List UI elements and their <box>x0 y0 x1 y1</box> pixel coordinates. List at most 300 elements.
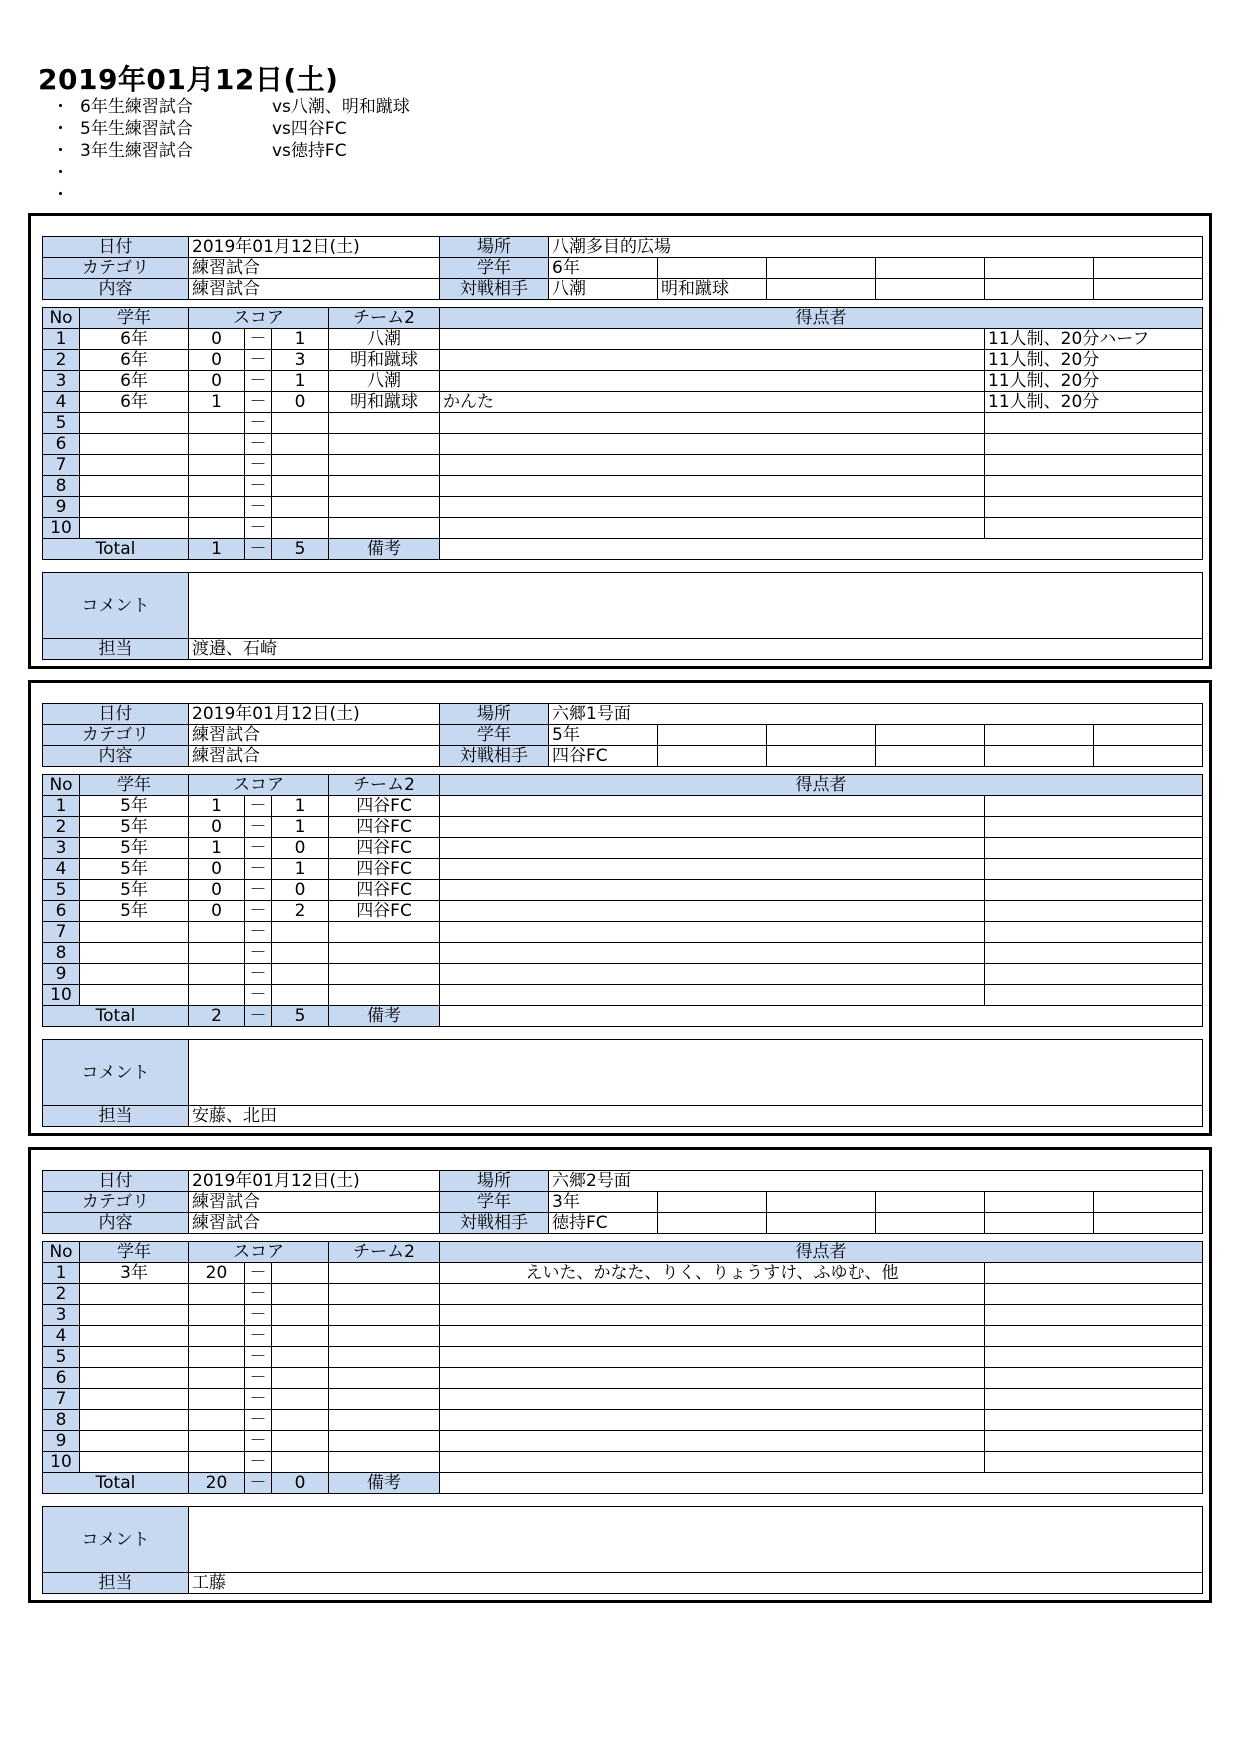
row-score-dash: － <box>245 413 272 434</box>
remarks-value <box>440 1473 1203 1494</box>
bullet: ・ <box>52 163 69 183</box>
comment-label: コメント <box>43 1507 189 1573</box>
row-team2 <box>329 1326 440 1347</box>
row-scorer <box>440 838 985 859</box>
row-no: 6 <box>43 1368 80 1389</box>
empty-cell <box>985 1192 1094 1213</box>
page-title: 2019年01月12日(土) <box>38 63 339 96</box>
comment-value <box>189 573 1203 639</box>
row-scorer: かんた <box>440 392 985 413</box>
row-no: 1 <box>43 1263 80 1284</box>
row-team2: 四谷FC <box>329 859 440 880</box>
total-own: 20 <box>189 1473 245 1494</box>
table-row <box>43 1305 1203 1326</box>
row-scorer <box>440 518 985 539</box>
row-note <box>985 1368 1203 1389</box>
row-scorer <box>440 943 985 964</box>
staff-value: 工藤 <box>189 1573 1203 1594</box>
table-row <box>43 1452 1203 1473</box>
row-grade <box>80 1410 189 1431</box>
row-score-own <box>189 1284 245 1305</box>
row-team2 <box>329 1305 440 1326</box>
empty-cell <box>1094 725 1203 746</box>
row-score-own <box>189 413 245 434</box>
row-team2 <box>329 1263 440 1284</box>
row-score-opp: 0 <box>272 392 329 413</box>
staff-label: 担当 <box>43 639 189 660</box>
row-grade <box>80 476 189 497</box>
row-team2 <box>329 1284 440 1305</box>
row-score-own: 0 <box>189 817 245 838</box>
row-score-own: 20 <box>189 1263 245 1284</box>
row-no: 7 <box>43 1389 80 1410</box>
score-header: スコア <box>189 775 329 796</box>
no-header: No <box>43 1242 80 1263</box>
empty-cell <box>985 279 1094 300</box>
table-row <box>43 434 1203 455</box>
row-score-opp <box>272 1347 329 1368</box>
table-row <box>43 1347 1203 1368</box>
row-scorer <box>440 455 985 476</box>
row-score-opp <box>272 1368 329 1389</box>
row-score-opp <box>272 1326 329 1347</box>
row-team2 <box>329 1389 440 1410</box>
place-label: 場所 <box>440 704 549 725</box>
row-grade <box>80 1284 189 1305</box>
row-score-opp: 0 <box>272 838 329 859</box>
row-scorer <box>440 413 985 434</box>
score-header: スコア <box>189 308 329 329</box>
table-row <box>43 413 1203 434</box>
grade-label: 学年 <box>440 725 549 746</box>
grade-label: 学年 <box>440 1192 549 1213</box>
row-no: 2 <box>43 817 80 838</box>
row-note <box>985 1410 1203 1431</box>
match-record <box>28 213 1212 669</box>
row-grade <box>80 413 189 434</box>
row-note <box>985 943 1203 964</box>
place-value: 八潮多目的広場 <box>549 237 1203 258</box>
row-score-own <box>189 476 245 497</box>
row-note <box>985 518 1203 539</box>
bullet: ・ <box>52 97 69 117</box>
row-score-opp <box>272 1410 329 1431</box>
row-note <box>985 1326 1203 1347</box>
table-row <box>43 497 1203 518</box>
row-no: 6 <box>43 901 80 922</box>
staff-label: 担当 <box>43 1106 189 1127</box>
match-info-table <box>42 1170 1203 1234</box>
row-no: 3 <box>43 371 80 392</box>
table-row <box>43 838 1203 859</box>
table-row <box>43 964 1203 985</box>
row-scorer <box>440 434 985 455</box>
row-note <box>985 859 1203 880</box>
total-label: Total <box>43 1473 189 1494</box>
row-grade <box>80 922 189 943</box>
row-score-opp <box>272 413 329 434</box>
comment-value <box>189 1040 1203 1106</box>
row-note <box>985 1347 1203 1368</box>
row-no: 10 <box>43 518 80 539</box>
row-no: 10 <box>43 1452 80 1473</box>
row-score-dash: － <box>245 497 272 518</box>
row-score-own: 1 <box>189 838 245 859</box>
row-score-dash: － <box>245 922 272 943</box>
row-score-dash: － <box>245 943 272 964</box>
table-row <box>43 859 1203 880</box>
row-scorer <box>440 329 985 350</box>
row-score-own: 0 <box>189 350 245 371</box>
no-header: No <box>43 308 80 329</box>
remarks-value <box>440 1006 1203 1027</box>
row-score-dash: － <box>245 1389 272 1410</box>
no-header: No <box>43 775 80 796</box>
row-team2: 四谷FC <box>329 796 440 817</box>
row-grade: 6年 <box>80 350 189 371</box>
table-row <box>43 922 1203 943</box>
row-note: 11人制、20分ハーフ <box>985 329 1203 350</box>
row-score-opp: 3 <box>272 350 329 371</box>
summary-name: 5年生練習試合 <box>80 119 193 139</box>
row-score-dash: － <box>245 1347 272 1368</box>
table-row <box>43 518 1203 539</box>
empty-cell <box>876 746 985 767</box>
row-score-opp <box>272 1305 329 1326</box>
total-opp: 5 <box>272 539 329 560</box>
row-score-dash: － <box>245 880 272 901</box>
row-score-opp <box>272 1452 329 1473</box>
row-score-opp: 1 <box>272 817 329 838</box>
total-dash: － <box>245 1006 272 1027</box>
row-note <box>985 497 1203 518</box>
row-score-opp: 1 <box>272 859 329 880</box>
score-table <box>42 774 1203 1027</box>
row-team2 <box>329 1347 440 1368</box>
row-score-dash: － <box>245 796 272 817</box>
summary-opponent: vs八潮、明和蹴球 <box>272 97 410 117</box>
score-table <box>42 1241 1203 1494</box>
row-team2 <box>329 964 440 985</box>
row-note <box>985 1305 1203 1326</box>
row-score-own <box>189 985 245 1006</box>
row-no: 7 <box>43 922 80 943</box>
row-no: 3 <box>43 838 80 859</box>
row-score-opp: 1 <box>272 329 329 350</box>
row-score-own <box>189 1347 245 1368</box>
row-score-own <box>189 1368 245 1389</box>
row-note: 11人制、20分 <box>985 392 1203 413</box>
row-grade <box>80 455 189 476</box>
table-row <box>43 392 1203 413</box>
place-value: 六郷1号面 <box>549 704 1203 725</box>
table-row <box>43 455 1203 476</box>
row-note <box>985 796 1203 817</box>
scorer-header: 得点者 <box>440 1242 1203 1263</box>
team2-header: チーム2 <box>329 1242 440 1263</box>
row-note <box>985 1284 1203 1305</box>
row-score-opp: 1 <box>272 371 329 392</box>
row-score-opp <box>272 1389 329 1410</box>
row-score-dash: － <box>245 392 272 413</box>
empty-cell <box>658 1192 767 1213</box>
row-scorer <box>440 985 985 1006</box>
remarks-value <box>440 539 1203 560</box>
row-team2 <box>329 1452 440 1473</box>
row-no: 3 <box>43 1305 80 1326</box>
row-no: 8 <box>43 1410 80 1431</box>
match-info-table <box>42 236 1203 300</box>
row-score-opp <box>272 922 329 943</box>
remarks-label: 備考 <box>329 1473 440 1494</box>
row-score-dash: － <box>245 455 272 476</box>
table-row <box>43 1263 1203 1284</box>
row-team2: 四谷FC <box>329 838 440 859</box>
row-grade <box>80 1431 189 1452</box>
row-score-opp <box>272 518 329 539</box>
row-team2 <box>329 497 440 518</box>
category-value: 練習試合 <box>189 725 440 746</box>
row-scorer <box>440 1305 985 1326</box>
match-info-table <box>42 703 1203 767</box>
row-no: 9 <box>43 1431 80 1452</box>
row-scorer <box>440 1284 985 1305</box>
row-score-own <box>189 1326 245 1347</box>
row-scorer <box>440 371 985 392</box>
row-no: 1 <box>43 796 80 817</box>
row-score-own <box>189 518 245 539</box>
row-score-dash: － <box>245 476 272 497</box>
row-scorer <box>440 880 985 901</box>
score-header: スコア <box>189 1242 329 1263</box>
row-no: 4 <box>43 859 80 880</box>
table-row <box>43 1326 1203 1347</box>
empty-cell <box>876 725 985 746</box>
empty-cell <box>985 258 1094 279</box>
row-score-dash: － <box>245 329 272 350</box>
category-label: カテゴリ <box>43 725 189 746</box>
row-score-own <box>189 964 245 985</box>
comment-value <box>189 1507 1203 1573</box>
grade-label: 学年 <box>440 258 549 279</box>
table-row <box>43 371 1203 392</box>
bullet: ・ <box>52 119 69 139</box>
row-note <box>985 817 1203 838</box>
row-score-own: 0 <box>189 880 245 901</box>
table-row <box>43 943 1203 964</box>
row-team2 <box>329 476 440 497</box>
grade-value: 3年 <box>549 1192 658 1213</box>
empty-cell <box>876 1213 985 1234</box>
row-team2 <box>329 518 440 539</box>
row-score-own: 0 <box>189 859 245 880</box>
grade-header: 学年 <box>80 308 189 329</box>
opponent-label: 対戦相手 <box>440 746 549 767</box>
empty-cell <box>767 725 876 746</box>
total-label: Total <box>43 1006 189 1027</box>
opponent-2 <box>658 746 767 767</box>
total-label: Total <box>43 539 189 560</box>
row-grade: 6年 <box>80 371 189 392</box>
row-score-own <box>189 455 245 476</box>
row-note <box>985 880 1203 901</box>
row-scorer <box>440 350 985 371</box>
row-note <box>985 922 1203 943</box>
row-score-opp: 2 <box>272 901 329 922</box>
row-score-dash: － <box>245 1284 272 1305</box>
row-note: 11人制、20分 <box>985 350 1203 371</box>
place-value: 六郷2号面 <box>549 1171 1203 1192</box>
row-grade: 5年 <box>80 817 189 838</box>
row-team2: 八潮 <box>329 371 440 392</box>
row-score-dash: － <box>245 1410 272 1431</box>
row-score-opp: 1 <box>272 796 329 817</box>
row-scorer <box>440 1347 985 1368</box>
row-score-opp <box>272 476 329 497</box>
grade-value: 5年 <box>549 725 658 746</box>
table-row <box>43 1431 1203 1452</box>
row-score-opp <box>272 943 329 964</box>
row-score-own <box>189 1431 245 1452</box>
date-label: 日付 <box>43 237 189 258</box>
date-value: 2019年01月12日(土) <box>189 1171 440 1192</box>
date-label: 日付 <box>43 704 189 725</box>
empty-cell <box>1094 1192 1203 1213</box>
comment-table <box>42 1039 1203 1127</box>
row-team2 <box>329 1368 440 1389</box>
total-own: 1 <box>189 539 245 560</box>
table-row <box>43 329 1203 350</box>
row-score-dash: － <box>245 1368 272 1389</box>
row-score-own <box>189 1305 245 1326</box>
row-score-own: 0 <box>189 329 245 350</box>
table-row <box>43 1284 1203 1305</box>
row-grade: 6年 <box>80 329 189 350</box>
table-row <box>43 880 1203 901</box>
row-no: 8 <box>43 476 80 497</box>
row-score-opp <box>272 434 329 455</box>
category-value: 練習試合 <box>189 258 440 279</box>
comment-table <box>42 572 1203 660</box>
table-row <box>43 350 1203 371</box>
opponent-label: 対戦相手 <box>440 1213 549 1234</box>
empty-cell <box>658 725 767 746</box>
grade-header: 学年 <box>80 1242 189 1263</box>
row-grade: 5年 <box>80 901 189 922</box>
table-row <box>43 817 1203 838</box>
row-no: 1 <box>43 329 80 350</box>
row-grade <box>80 1347 189 1368</box>
grade-header: 学年 <box>80 775 189 796</box>
bullet: ・ <box>52 141 69 161</box>
scorer-header: 得点者 <box>440 308 1203 329</box>
content-label: 内容 <box>43 746 189 767</box>
row-scorer <box>440 497 985 518</box>
row-scorer <box>440 817 985 838</box>
table-row <box>43 476 1203 497</box>
row-no: 9 <box>43 497 80 518</box>
row-grade <box>80 1389 189 1410</box>
summary-name: 6年生練習試合 <box>80 97 193 117</box>
row-grade <box>80 1326 189 1347</box>
category-value: 練習試合 <box>189 1192 440 1213</box>
row-grade <box>80 518 189 539</box>
row-team2 <box>329 943 440 964</box>
row-grade <box>80 1305 189 1326</box>
row-grade <box>80 1452 189 1473</box>
empty-cell <box>1094 1213 1203 1234</box>
row-grade <box>80 943 189 964</box>
row-score-dash: － <box>245 964 272 985</box>
empty-cell <box>1094 279 1203 300</box>
row-score-dash: － <box>245 817 272 838</box>
row-note <box>985 964 1203 985</box>
row-score-dash: － <box>245 1452 272 1473</box>
row-no: 10 <box>43 985 80 1006</box>
row-score-opp <box>272 985 329 1006</box>
row-score-dash: － <box>245 1305 272 1326</box>
row-grade <box>80 497 189 518</box>
empty-cell <box>985 725 1094 746</box>
row-grade: 5年 <box>80 838 189 859</box>
row-scorer <box>440 901 985 922</box>
row-score-opp <box>272 497 329 518</box>
empty-cell <box>876 1192 985 1213</box>
row-team2 <box>329 413 440 434</box>
row-no: 6 <box>43 434 80 455</box>
content-value: 練習試合 <box>189 279 440 300</box>
row-grade <box>80 1368 189 1389</box>
scorer-header: 得点者 <box>440 775 1203 796</box>
table-row <box>43 985 1203 1006</box>
row-scorer: えいた、かなた、りく、りょうすけ、ふゆむ、他 <box>440 1263 985 1284</box>
row-team2: 明和蹴球 <box>329 392 440 413</box>
total-dash: － <box>245 1473 272 1494</box>
bullet: ・ <box>52 185 69 205</box>
row-score-own <box>189 497 245 518</box>
table-row <box>43 1368 1203 1389</box>
row-note <box>985 1263 1203 1284</box>
row-no: 9 <box>43 964 80 985</box>
empty-cell <box>767 279 876 300</box>
row-no: 2 <box>43 1284 80 1305</box>
row-score-dash: － <box>245 371 272 392</box>
row-no: 2 <box>43 350 80 371</box>
row-team2 <box>329 455 440 476</box>
opponent-1: 八潮 <box>549 279 658 300</box>
match-record <box>28 1147 1212 1603</box>
content-value: 練習試合 <box>189 746 440 767</box>
date-value: 2019年01月12日(土) <box>189 704 440 725</box>
empty-cell <box>767 746 876 767</box>
content-value: 練習試合 <box>189 1213 440 1234</box>
row-score-dash: － <box>245 518 272 539</box>
row-no: 8 <box>43 943 80 964</box>
row-grade <box>80 434 189 455</box>
total-opp: 0 <box>272 1473 329 1494</box>
empty-cell <box>767 1213 876 1234</box>
row-scorer <box>440 922 985 943</box>
opponent-2: 明和蹴球 <box>658 279 767 300</box>
row-note <box>985 476 1203 497</box>
row-score-own <box>189 1389 245 1410</box>
row-score-own <box>189 1410 245 1431</box>
row-score-own <box>189 922 245 943</box>
row-score-dash: － <box>245 838 272 859</box>
content-label: 内容 <box>43 279 189 300</box>
row-score-opp <box>272 455 329 476</box>
total-opp: 5 <box>272 1006 329 1027</box>
